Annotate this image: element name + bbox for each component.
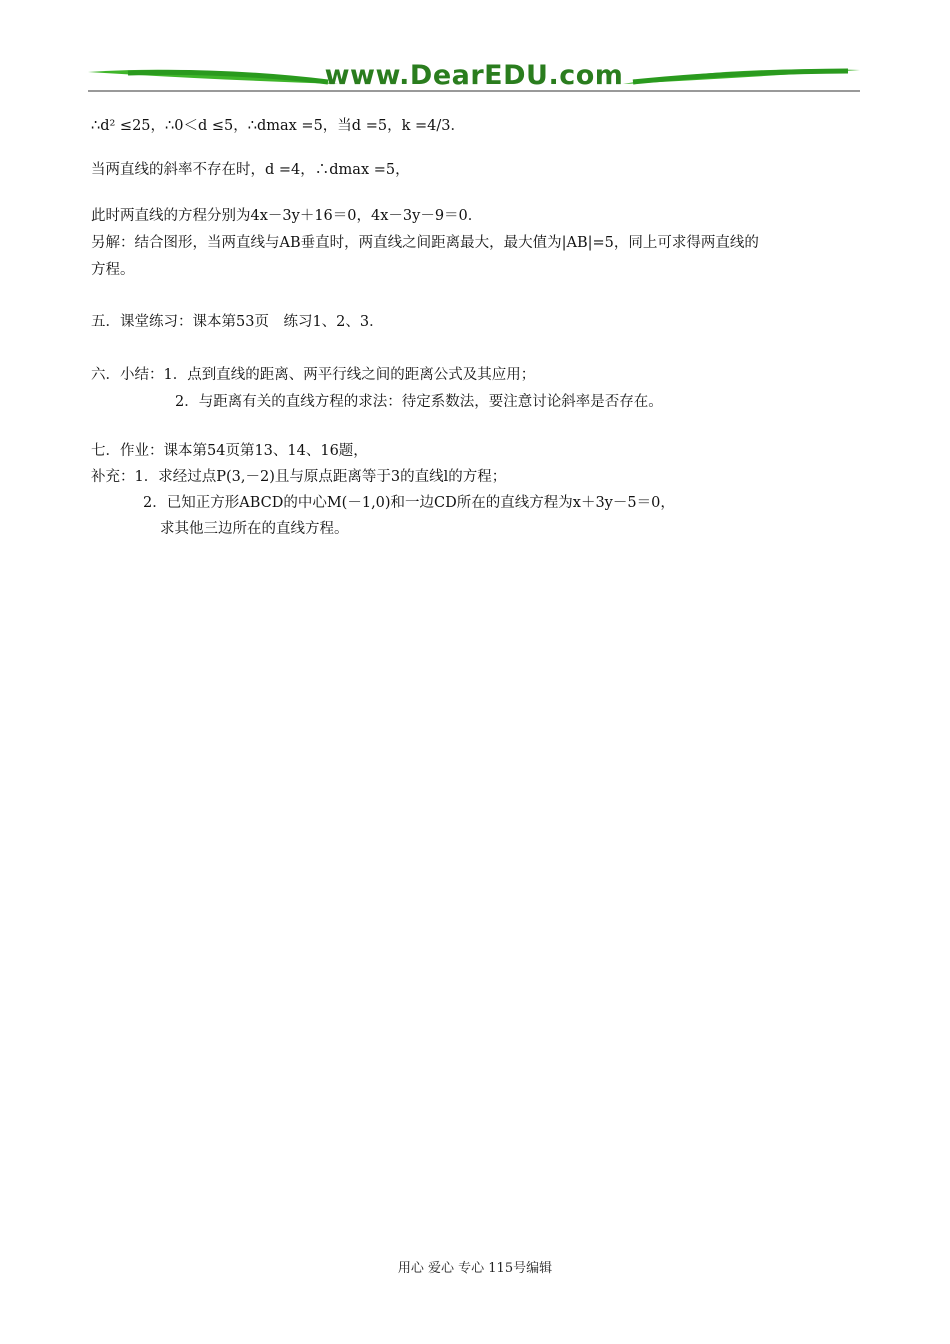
- text-line: 当两直线的斜率不存在时，d =4，∴dmax =5，: [91, 162, 410, 178]
- text-line: 2．与距离有关的直线方程的求法：待定系数法，要注意讨论斜率是否存在。: [175, 394, 663, 410]
- site-title: www.DearEDU.com: [324, 60, 624, 91]
- site-header: [88, 58, 860, 98]
- text-line: 另解：结合图形，当两直线与AB垂直时，两直线之间距离最大，最大值为|AB|=5，同上可求得两直线的: [91, 235, 759, 251]
- text-line: 七．作业：课本第54页第13、14、16题，: [91, 443, 368, 459]
- text-line: ∴d² ≤25，∴0＜d ≤5，∴dmax =5，当d =5，k =4/3．: [91, 118, 465, 134]
- text-line: 此时两直线的方程分别为4x－3y＋16＝0，4x－3y－9＝0．: [91, 208, 483, 224]
- page-footer: 用心 爱心 专心 115号编辑: [397, 1261, 553, 1276]
- text-line: 2．已知正方形ABCD的中心M(－1,0)和一边CD所在的直线方程为x＋3y－5＝0，: [143, 495, 675, 511]
- text-line: 方程。: [91, 262, 135, 278]
- text-line: 五．课堂练习：课本第53页 练习1、2、3．: [91, 314, 384, 330]
- text-line: 补充：1．求经过点P(3,－2)且与原点距离等于3的直线l的方程；: [91, 469, 507, 485]
- text-line: 求其他三边所在的直线方程。: [160, 521, 349, 537]
- text-line: 六．小结：1．点到直线的距离、两平行线之间的距离公式及其应用；: [91, 367, 536, 383]
